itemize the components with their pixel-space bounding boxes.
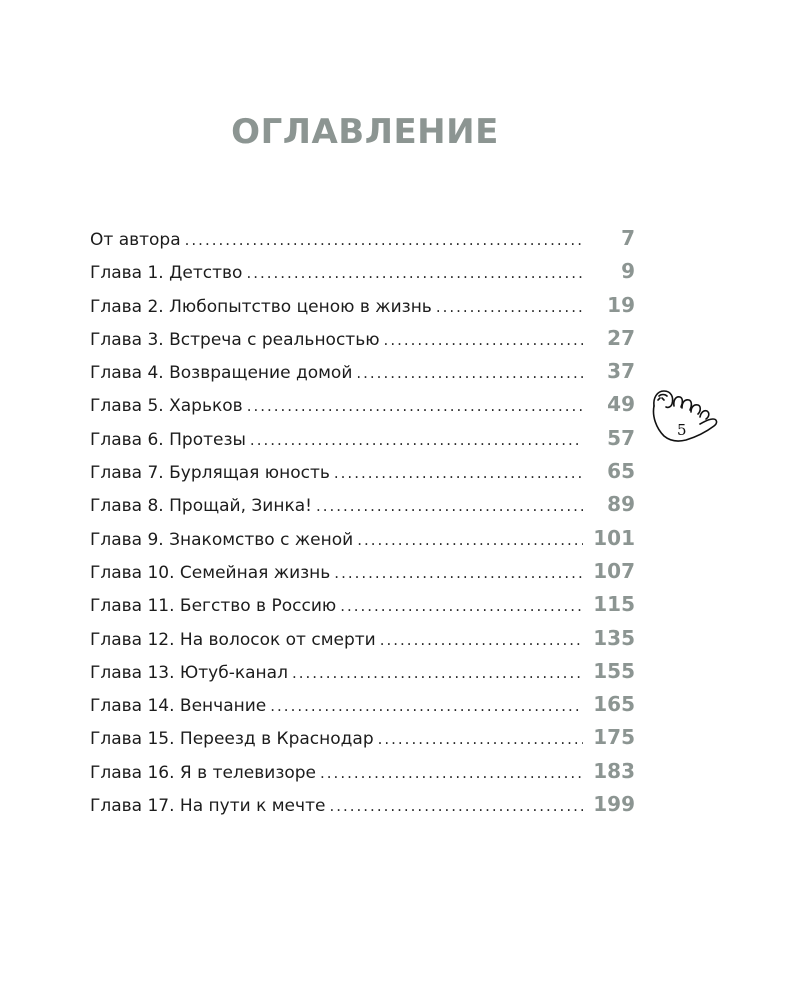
toc-entry[interactable]	[90, 422, 635, 455]
toc-entry-title: Глава 9. Знакомство с женой	[90, 529, 354, 550]
toc-entry-title: От автора	[90, 230, 181, 250]
toc-entry-title: Глава 13. Ютуб-канал	[90, 662, 288, 683]
toc-entry[interactable]	[90, 588, 635, 621]
toc-leader-dots	[436, 291, 583, 324]
toc-entry-title: Глава 16. Я в телевизоре	[90, 762, 317, 783]
toc-entry-title: Глава 4. Возвращение домой	[90, 363, 353, 384]
toc-entry[interactable]	[90, 622, 635, 655]
toc-leader-dots	[292, 657, 583, 690]
toc-leader-dots	[246, 257, 583, 290]
toc-entry-title: Глава 1. Детство	[90, 263, 243, 284]
toc-entry-title: Глава 8. Прощай, Зинка!	[90, 496, 312, 517]
toc-entry[interactable]	[90, 322, 635, 355]
toc-entry[interactable]	[90, 289, 635, 322]
toc-entry[interactable]	[90, 755, 635, 788]
toc-leader-dots	[320, 757, 583, 790]
toc-entry-title: Глава 15. Переезд в Краснодар	[90, 729, 374, 750]
toc-leader-dots	[270, 690, 583, 723]
table-of-contents	[90, 222, 635, 821]
toc-entry[interactable]	[90, 222, 635, 255]
toc-leader-dots	[384, 324, 583, 357]
toc-leader-dots	[316, 490, 583, 523]
toc-leader-dots	[329, 790, 583, 823]
toc-entry-title: Глава 11. Бегство в Россию	[90, 596, 337, 617]
toc-entry-title: Глава 5. Харьков	[90, 396, 243, 417]
toc-entry-page: 27	[607, 325, 635, 350]
toc-entry-title: Глава 2. Любопытство ценою в жизнь	[90, 296, 432, 317]
toc-entry[interactable]	[90, 455, 635, 488]
toc-entry-page: 199	[593, 792, 635, 817]
toc-leader-dots	[334, 557, 583, 590]
toc-entry[interactable]	[90, 388, 635, 421]
toc-entry-page: 101	[593, 525, 635, 550]
toc-entry-page: 9	[621, 259, 635, 284]
toc-leader-dots	[247, 390, 583, 423]
toc-entry-page: 89	[607, 492, 635, 517]
page-number: 5	[677, 421, 687, 439]
toc-entry-page: 7	[621, 226, 635, 250]
toc-entry-page: 107	[593, 558, 635, 583]
page-number-marker	[648, 386, 720, 444]
toc-entry-page: 19	[607, 292, 635, 317]
toc-leader-dots	[185, 224, 583, 257]
toc-leader-dots	[380, 624, 583, 657]
toc-entry-title: Глава 14. Венчание	[90, 696, 267, 717]
toc-leader-dots	[340, 590, 583, 623]
toc-entry[interactable]	[90, 488, 635, 521]
toc-entry-page: 165	[593, 692, 635, 717]
toc-entry[interactable]	[90, 522, 635, 555]
toc-entry-page: 49	[607, 392, 635, 417]
toc-entry-page: 37	[607, 359, 635, 384]
toc-entry-title: Глава 7. Бурлящая юность	[90, 463, 330, 484]
toc-entry[interactable]	[90, 355, 635, 388]
toc-entry[interactable]	[90, 721, 635, 754]
toc-entry-page: 115	[593, 592, 635, 617]
toc-entry[interactable]	[90, 788, 635, 821]
toc-entry-title: Глава 10. Семейная жизнь	[90, 562, 331, 583]
toc-entry[interactable]	[90, 555, 635, 588]
page-title: ОГЛАВЛЕНИЕ	[231, 112, 499, 152]
toc-entry-title: Глава 17. На пути к мечте	[90, 796, 326, 817]
toc-entry[interactable]	[90, 255, 635, 288]
toc-entry-title: Глава 6. Протезы	[90, 429, 246, 450]
toc-entry-page: 175	[593, 725, 635, 750]
toc-entry-title: Глава 12. На волосок от смерти	[90, 629, 376, 650]
toc-leader-dots	[250, 424, 583, 457]
toc-leader-dots	[378, 723, 583, 756]
toc-entry-page: 183	[593, 758, 635, 783]
toc-entry-page: 135	[593, 625, 635, 650]
toc-entry[interactable]	[90, 655, 635, 688]
toc-entry[interactable]	[90, 688, 635, 721]
toc-entry-page: 155	[593, 658, 635, 683]
toc-entry-title: Глава 3. Встреча с реальностью	[90, 329, 380, 350]
toc-leader-dots	[357, 524, 583, 557]
toc-entry-page: 65	[607, 459, 635, 484]
toc-leader-dots	[334, 457, 583, 490]
toc-leader-dots	[356, 357, 583, 390]
toc-entry-page: 57	[607, 425, 635, 450]
